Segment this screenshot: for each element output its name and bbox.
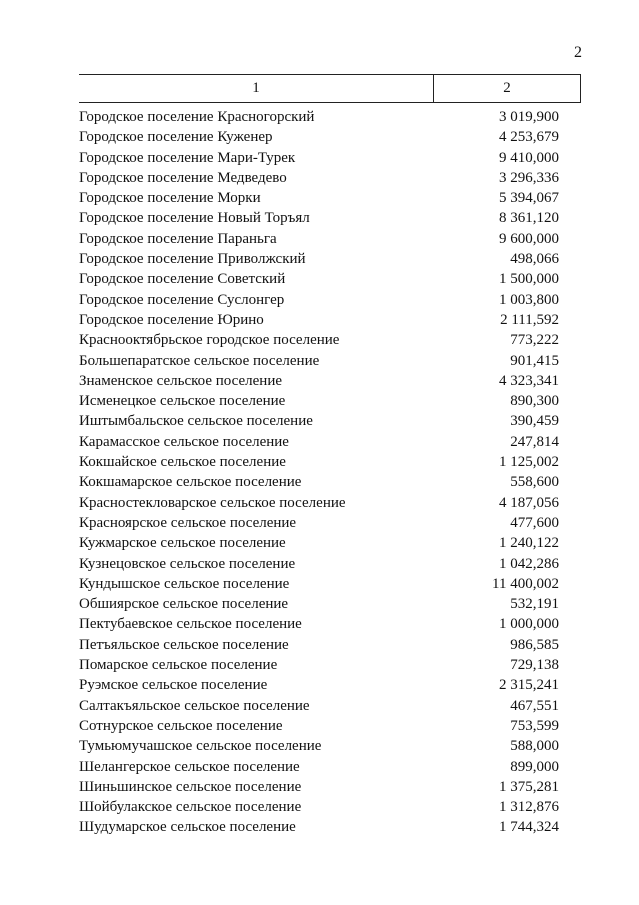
table-row (79, 229, 559, 249)
settlement-name: Городское поселение Мари-Турек (79, 149, 296, 166)
amount-value: 753,599 (510, 717, 559, 734)
settlement-name: Красноярское сельское поселение (79, 514, 297, 531)
amount-value: 3 019,900 (499, 109, 559, 125)
amount-value: 899,000 (510, 758, 559, 775)
settlement-name: Шойбулакское сельское поселение (79, 799, 302, 816)
table-row (79, 655, 559, 675)
column-header-2: 2 (503, 80, 511, 96)
table-row (79, 574, 559, 594)
amount-value: 4 187,056 (499, 494, 559, 511)
settlement-name: Иштымбальское сельское поселение (79, 413, 313, 430)
amount-value: 1 744,324 (499, 819, 559, 836)
table-row (79, 757, 559, 777)
table-row (79, 290, 559, 310)
amount-value: 9 600,000 (499, 230, 559, 247)
table-row (79, 107, 559, 127)
settlement-name: Городское поселение Приволжский (79, 251, 306, 268)
settlement-name: Городское поселение Юрино (79, 311, 264, 328)
settlement-name: Тумьюмучашское сельское поселение (79, 738, 322, 755)
table-row (79, 594, 559, 614)
table-row (79, 330, 559, 350)
table-row (79, 817, 559, 837)
amount-value: 5 394,067 (499, 190, 559, 207)
amount-value: 1 125,002 (499, 454, 559, 471)
settlement-name: Салтакъяльское сельское поселение (79, 697, 310, 714)
settlement-name: Городское поселение Советский (79, 271, 286, 288)
amount-value: 247,814 (510, 433, 559, 450)
settlement-name: Кужмарское сельское поселение (79, 535, 286, 552)
settlement-name: Большепаратское сельское поселение (79, 352, 320, 369)
amount-value: 8 361,120 (499, 210, 559, 227)
amount-value: 467,551 (510, 697, 559, 714)
settlement-name: Шиньшинское сельское поселение (79, 778, 302, 795)
amount-value: 588,000 (510, 738, 559, 755)
page-number: 2 (574, 44, 582, 61)
amount-value: 729,138 (510, 657, 559, 674)
settlement-name: Исменецкое сельское поселение (79, 393, 286, 410)
settlement-name: Знаменское сельское поселение (79, 372, 283, 389)
settlement-name: Сотнурское сельское поселение (79, 717, 283, 734)
amount-value: 2 111,592 (500, 311, 559, 328)
amount-value: 11 400,002 (492, 575, 559, 592)
settlement-name: Красностекловарское сельское поселение (79, 494, 346, 511)
table-row (79, 310, 559, 330)
amount-value: 4 253,679 (499, 129, 559, 146)
amount-value: 532,191 (510, 596, 559, 613)
amount-value: 1 312,876 (499, 799, 559, 816)
amount-value: 890,300 (510, 393, 559, 410)
settlement-name: Руэмское сельское поселение (79, 677, 268, 694)
table-row (79, 188, 559, 208)
table-row (79, 716, 559, 736)
settlement-name: Обшиярское сельское поселение (79, 596, 289, 613)
amount-value: 477,600 (510, 514, 559, 531)
amount-value: 1 500,000 (499, 271, 559, 288)
settlement-name: Помарское сельское поселение (79, 657, 278, 674)
settlement-name: Петъяльское сельское поселение (79, 636, 289, 653)
settlement-name: Пектубаевское сельское поселение (79, 616, 302, 633)
amount-value: 1 003,800 (499, 291, 559, 308)
table-row (79, 696, 559, 716)
table-row (79, 148, 559, 168)
table-row (79, 493, 559, 513)
settlement-name: Городское поселение Суслонгер (79, 291, 285, 308)
table-row (79, 777, 559, 797)
settlement-name: Кокшайское сельское поселение (79, 454, 286, 471)
settlement-name: Городское поселение Медведево (79, 169, 287, 186)
table-row (79, 452, 559, 472)
column-header-1: 1 (79, 75, 434, 102)
table-row (79, 472, 559, 492)
table-row (79, 411, 559, 431)
amount-value: 3 296,336 (499, 169, 559, 186)
settlement-name: Кузнецовское сельское поселение (79, 555, 296, 572)
settlement-name: Краснооктябрьское городское поселение (79, 332, 340, 349)
amount-value: 773,222 (510, 332, 559, 349)
table-row (79, 635, 559, 655)
table-header (79, 74, 581, 103)
settlement-name: Кокшамарское сельское поселение (79, 474, 302, 491)
settlement-name: Шудумарское сельское поселение (79, 819, 296, 836)
settlement-name: Городское поселение Параньга (79, 230, 277, 247)
amount-value: 1 240,122 (499, 535, 559, 552)
table-row (79, 554, 559, 574)
amount-value: 390,459 (510, 413, 559, 430)
settlement-name: Городское поселение Красногорский (79, 109, 315, 125)
settlement-name: Кундышское сельское поселение (79, 575, 290, 592)
table-row (79, 351, 559, 371)
table-row (79, 675, 559, 695)
table-row (79, 249, 559, 269)
table-row (79, 533, 559, 553)
amount-value: 1 000,000 (499, 616, 559, 633)
table-row (79, 269, 559, 289)
amount-value: 1 375,281 (499, 778, 559, 795)
amount-value: 901,415 (510, 352, 559, 369)
table-row (79, 614, 559, 634)
amount-value: 986,585 (510, 636, 559, 653)
table-row (79, 797, 559, 817)
amount-value: 498,066 (510, 251, 559, 268)
amount-value: 2 315,241 (499, 677, 559, 694)
table-row (79, 371, 559, 391)
table-row (79, 168, 559, 188)
table-row (79, 432, 559, 452)
settlement-name: Шелангерское сельское поселение (79, 758, 300, 775)
settlement-name: Городское поселение Морки (79, 190, 261, 207)
amount-value: 9 410,000 (499, 149, 559, 166)
table-row (79, 513, 559, 533)
settlement-name: Городское поселение Куженер (79, 129, 273, 146)
amount-value: 1 042,286 (499, 555, 559, 572)
table-row (79, 736, 559, 756)
table-body (79, 107, 559, 838)
settlement-name: Карамасское сельское поселение (79, 433, 289, 450)
settlement-name: Городское поселение Новый Торъял (79, 210, 310, 227)
amount-value: 558,600 (510, 474, 559, 491)
table-row (79, 208, 559, 228)
table-row (79, 391, 559, 411)
amount-value: 4 323,341 (499, 372, 559, 389)
table-row (79, 127, 559, 147)
